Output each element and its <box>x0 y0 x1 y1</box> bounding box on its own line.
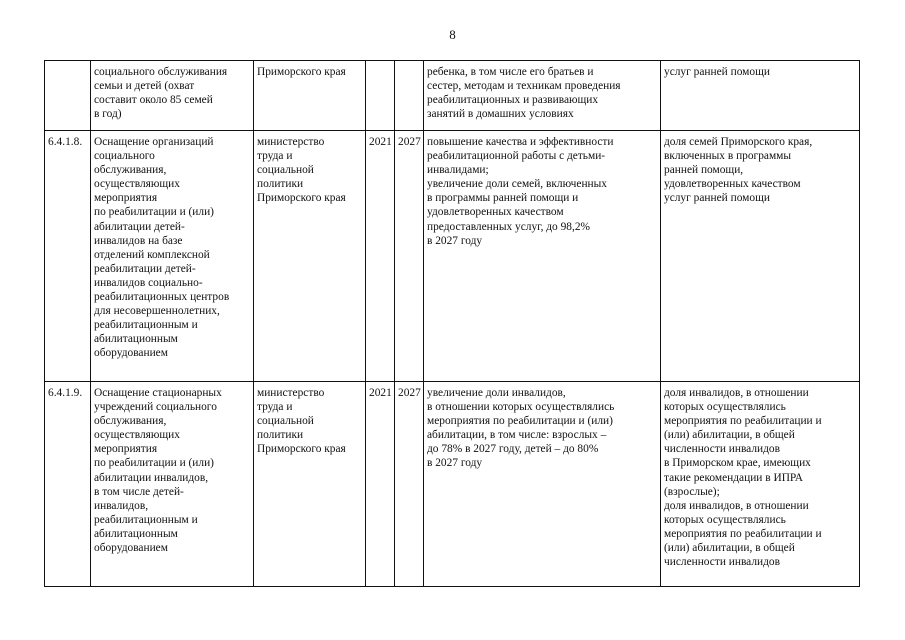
cell-end-year <box>395 61 424 131</box>
measures-table <box>44 60 860 587</box>
cell-number: 6.4.1.8. <box>45 131 91 382</box>
table-row-6-4-1-8 <box>45 131 860 382</box>
cell-end-year: 2027 <box>395 131 424 382</box>
cell-measure-name: Оснащение организаций социального обслуживания, осуществляющих мероприятия по реабилитации и (или) абилитации детей- инвалидов на базе отделений комплексной реабилитации детей- инвалидов социально- реабилитационных центров для несовершеннолетних, реабилитационным и абилитационным оборудованием <box>91 131 254 382</box>
cell-indicator: услуг ранней помощи <box>661 61 860 131</box>
cell-executor: министерство труда и социальной политики Приморского края <box>254 131 366 382</box>
cell-expected-result: ребенка, в том числе его братьев и сестер, методам и техникам проведения реабилитационных и развивающих занятий в домашних условиях <box>424 61 661 131</box>
cell-number: 6.4.1.9. <box>45 382 91 587</box>
cell-measure-name: социального обслуживания семьи и детей (охват составит около 85 семей в год) <box>91 61 254 131</box>
cell-expected-result: увеличение доли инвалидов, в отношении которых осуществлялись мероприятия по реабилитации и (или) абилитации, в том числе: взрослых – до 78% в 2027 году, детей – до 80% в 2027 году <box>424 382 661 587</box>
cell-indicator: доля семей Приморского края, включенных в программы ранней помощи, удовлетворенных качеством услуг ранней помощи <box>661 131 860 382</box>
cell-start-year: 2021 <box>366 382 395 587</box>
table-row-6-4-1-9 <box>45 382 860 587</box>
cell-executor: министерство труда и социальной политики Приморского края <box>254 382 366 587</box>
cell-indicator: доля инвалидов, в отношении которых осуществлялись мероприятия по реабилитации и (или) абилитации, в общей численности инвалидов в Приморском крае, имеющих такие рекомендации в ИПРА (взрослые); доля инвалидов, в отношении которых осуществлялись мероприятия по реабилитации и (или) абилитации, в общей численности инвалидов <box>661 382 860 587</box>
page-number: 8 <box>449 27 456 42</box>
cell-measure-name: Оснащение стационарных учреждений социального обслуживания, осуществляющих мероприятия по реабилитации и (или) абилитации инвалидов, в том числе детей- инвалидов, реабилитационным и абилитационным оборудованием <box>91 382 254 587</box>
cell-executor: Приморского края <box>254 61 366 131</box>
cell-start-year: 2021 <box>366 131 395 382</box>
cell-start-year <box>366 61 395 131</box>
cell-expected-result: повышение качества и эффективности реабилитационной работы с детьми- инвалидами; увеличение доли семей, включенных в программы ранней помощи и удовлетворенных качеством предоставленных услуг, до 98,2% в 2027 году <box>424 131 661 382</box>
table-row-continuation <box>45 61 860 131</box>
cell-end-year: 2027 <box>395 382 424 587</box>
cell-number <box>45 61 91 131</box>
